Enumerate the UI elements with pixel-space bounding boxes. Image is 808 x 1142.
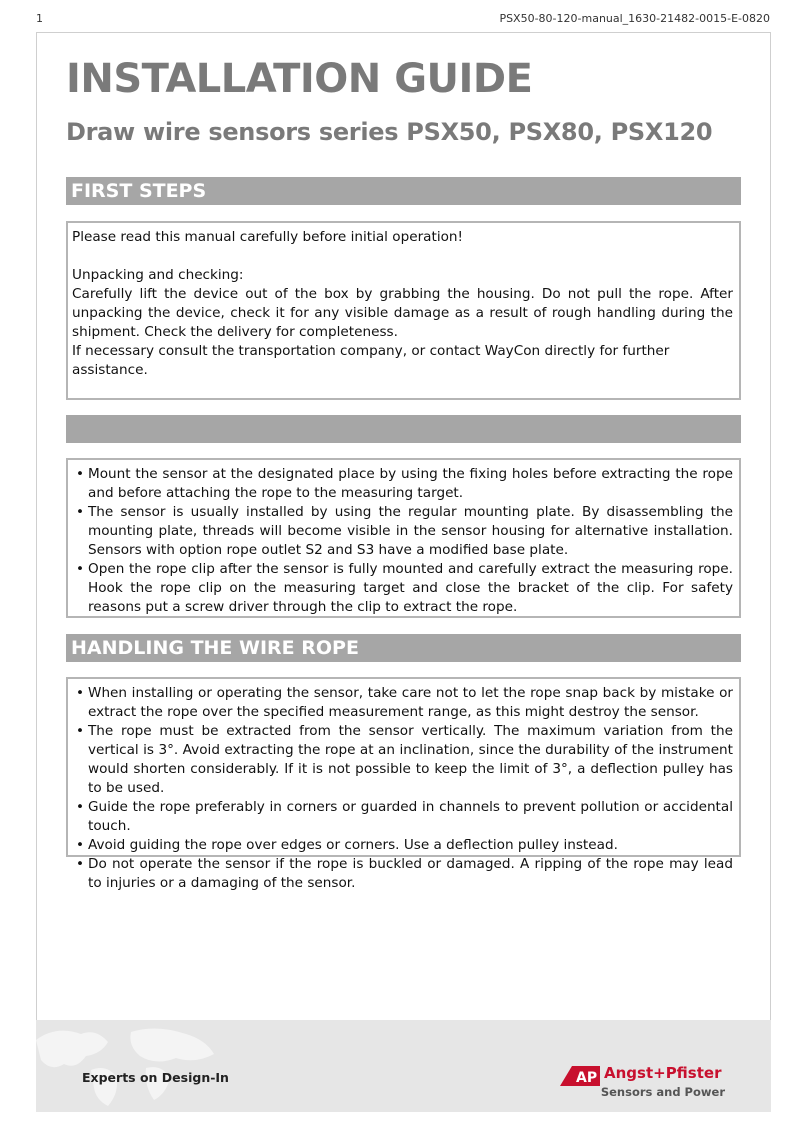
section-header-wire-rope: HANDLING THE WIRE ROPE	[66, 634, 741, 662]
list-item: • The rope must be extracted from the sensor vertically. The maximum variation from the vertical is 3°. Avoid extracting the rope at an inclination, since the durability of the instrument would shorten considerably. If it is not possible to keep the limit of 3°, a deflection pulley has to be used.	[72, 722, 733, 798]
page-footer	[36, 1020, 771, 1112]
page-subtitle: Draw wire sensors series PSX50, PSX80, PSX120	[66, 118, 713, 146]
mounting-box	[66, 458, 741, 618]
section-header-mounting	[66, 415, 741, 443]
wire-rope-list	[72, 684, 733, 893]
list-item: • Avoid guiding the rope over edges or corners. Use a deflection pulley instead.	[72, 836, 733, 855]
page-title: INSTALLATION GUIDE	[66, 56, 533, 102]
svg-text:AP: AP	[576, 1070, 598, 1086]
page-header	[0, 12, 808, 30]
page-number: 1	[36, 12, 43, 25]
brand-name: Angst+Pfister	[604, 1064, 722, 1082]
section-header-first-steps: FIRST STEPS	[66, 177, 741, 205]
unpacking-heading: Unpacking and checking:	[72, 267, 244, 283]
list-item: • Mount the sensor at the designated place by using the fixing holes before extracting the rope and before attaching the rope to the measuring target.	[72, 465, 733, 503]
contact-text: If necessary consult the transportation company, or contact WayCon directly for further assistance.	[72, 343, 670, 378]
mounting-list	[72, 465, 733, 617]
list-item: • When installing or operating the sensor, take care not to let the rope snap back by mistake or extract the rope over the specified measurement range, as this might destroy the sensor.	[72, 684, 733, 722]
unpacking-text: Carefully lift the device out of the box by grabbing the housing. Do not pull the rope. After unpacking the device, check it for any visible damage as a result of rough handling during the shipment. Check the delivery for completeness.	[72, 286, 733, 340]
brand-tagline: Sensors and Power	[600, 1085, 725, 1099]
first-steps-box	[66, 221, 741, 400]
document-id: PSX50-80-120-manual_1630-21482-0015-E-0820	[499, 12, 770, 25]
list-item: • Guide the rope preferably in corners or guarded in channels to prevent pollution or accidental touch.	[72, 798, 733, 836]
angst-pfister-logo-icon	[560, 1066, 600, 1086]
footer-tagline: Experts on Design-In	[82, 1070, 229, 1085]
brand	[560, 1064, 725, 1104]
world-map-icon	[36, 1020, 216, 1112]
intro-text: Please read this manual carefully before initial operation!	[72, 229, 463, 245]
list-item: • Open the rope clip after the sensor is fully mounted and carefully extract the measuring rope. Hook the rope clip on the measuring target and close the bracket of the clip. For safety reasons put a screw driver through the clip to extract the rope.	[72, 560, 733, 617]
list-item: • Do not operate the sensor if the rope is buckled or damaged. A ripping of the rope may lead to injuries or a damaging of the sensor.	[72, 855, 733, 893]
wire-rope-box	[66, 677, 741, 891]
list-item: • The sensor is usually installed by using the regular mounting plate. By disassembling the mounting plate, threads will become visible in the sensor housing for alternative installation. Sensors with option rope outlet S2 and S3 have a modified base plate.	[72, 503, 733, 560]
